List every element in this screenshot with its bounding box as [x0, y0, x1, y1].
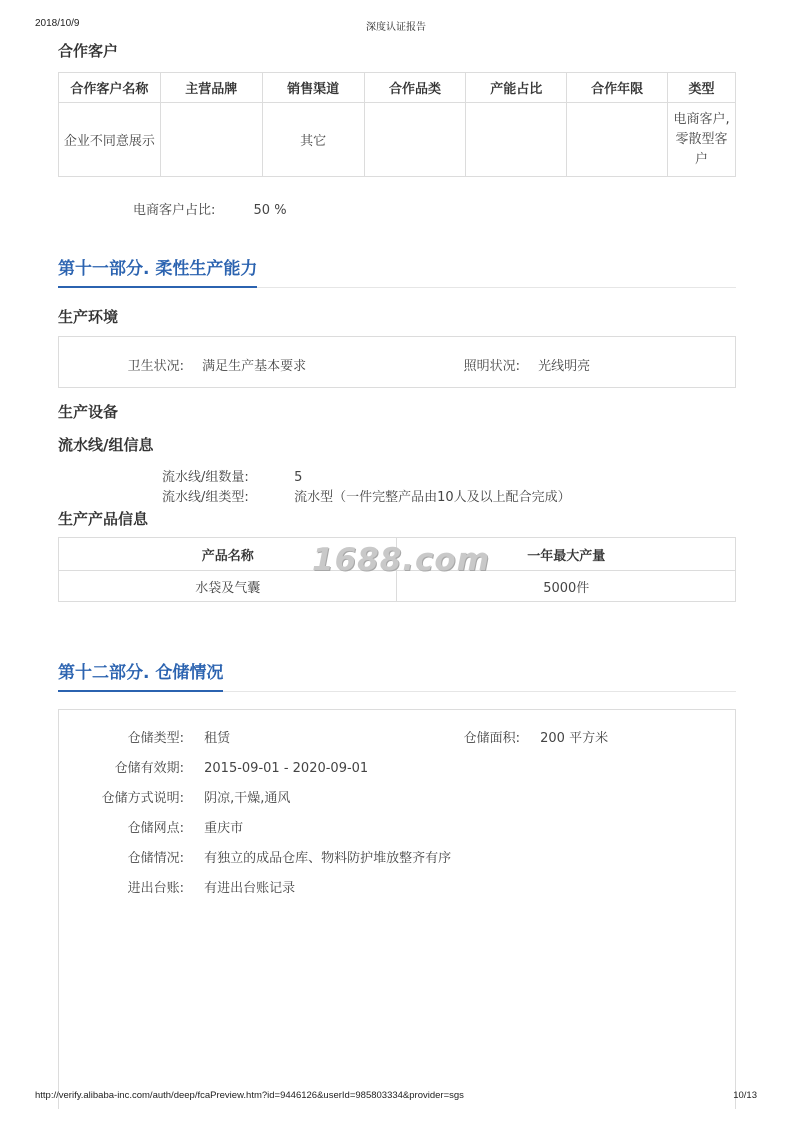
col-header-partner-name: 合作客户名称 — [59, 73, 161, 103]
environment-heading: 生产环境 — [58, 308, 119, 326]
page-url: http://verify.alibaba-inc.com/auth/deep/fcaPreview.htm?id=9446126&userId=985803334&provider=sgs — [35, 1090, 464, 1101]
storage-area-label: 仓储面积: — [463, 731, 520, 746]
storage-condition-value: 有独立的成品仓库、物料防护堆放整齐有序 — [204, 851, 452, 866]
col-header-years: 合作年限 — [567, 73, 668, 103]
storage-type-label: 仓储类型: — [127, 731, 184, 746]
years-cell — [567, 103, 668, 177]
col-header-product-name: 产品名称 — [59, 538, 397, 571]
products-heading: 生产产品信息 — [58, 510, 149, 528]
product-name-cell: 水袋及气囊 — [59, 571, 397, 602]
storage-outlet-row — [80, 817, 243, 836]
page-number: 10/13 — [733, 1090, 757, 1101]
table-row — [59, 103, 736, 177]
partners-header-row — [59, 73, 736, 103]
storage-method-row — [80, 787, 290, 806]
partners-table — [58, 72, 736, 177]
line-type-label: 流水线/组类型: — [162, 490, 249, 505]
storage-validity-row — [80, 757, 368, 776]
lighting-row — [436, 355, 590, 374]
type-cell — [668, 103, 736, 177]
storage-validity-label: 仓储有效期: — [114, 761, 184, 776]
storage-ledger-value: 有进出台账记录 — [204, 881, 296, 896]
storage-ledger-row — [80, 877, 295, 896]
capacity-cell — [466, 103, 567, 177]
storage-area-value: 200 平方米 — [540, 731, 609, 746]
equipment-heading: 生产设备 — [58, 403, 119, 421]
section-11-title — [58, 254, 736, 288]
section-12-title-text: 第十二部分. 仓储情况 — [58, 658, 223, 692]
print-header — [35, 18, 757, 32]
storage-method-value: 阴凉,干燥,通风 — [204, 791, 291, 806]
ecommerce-ratio — [133, 199, 287, 218]
col-header-brand: 主营品牌 — [160, 73, 262, 103]
storage-area-row — [436, 727, 608, 746]
storage-validity-value: 2015-09-01 - 2020-09-01 — [204, 761, 369, 776]
print-footer — [35, 1090, 757, 1104]
storage-condition-label: 仓储情况: — [127, 851, 184, 866]
col-header-capacity: 产能占比 — [466, 73, 567, 103]
col-header-channel: 销售渠道 — [262, 73, 364, 103]
ecommerce-ratio-label: 电商客户占比: — [133, 203, 216, 218]
print-title: 深度认证报告 — [366, 22, 426, 33]
line-count-label: 流水线/组数量: — [162, 470, 249, 485]
line-count-row — [162, 466, 302, 485]
watermark-logo: 1688.com — [312, 542, 491, 578]
hygiene-value: 满足生产基本要求 — [202, 359, 307, 374]
line-type-value: 流水型（一件完整产品由10人及以上配合完成） — [294, 490, 571, 505]
channel-cell: 其它 — [262, 103, 364, 177]
line-count-value: 5 — [294, 470, 303, 485]
partners-heading: 合作客户 — [58, 42, 119, 60]
brand-cell — [160, 103, 262, 177]
type-line: 零散型客 — [675, 131, 728, 147]
col-header-type: 类型 — [668, 73, 736, 103]
max-output-cell: 5000件 — [397, 571, 736, 602]
storage-type-row — [80, 727, 230, 746]
partner-name-cell: 企业不同意展示 — [59, 103, 161, 177]
hygiene-row — [100, 355, 306, 374]
category-cell — [364, 103, 466, 177]
print-date: 2018/10/9 — [35, 18, 80, 29]
storage-condition-row — [80, 847, 451, 866]
storage-method-label: 仓储方式说明: — [101, 791, 184, 806]
section-12-title — [58, 658, 736, 692]
ecommerce-ratio-value: 50 % — [253, 203, 287, 218]
storage-type-value: 租赁 — [204, 731, 231, 746]
storage-ledger-label: 进出台账: — [127, 881, 184, 896]
section-11-title-text: 第十一部分. 柔性生产能力 — [58, 254, 257, 288]
type-line: 户 — [695, 151, 709, 167]
line-type-row — [162, 486, 571, 505]
lighting-label: 照明状况: — [463, 359, 520, 374]
col-header-max-output: 一年最大产量 — [397, 538, 736, 571]
storage-outlet-label: 仓储网点: — [127, 821, 184, 836]
col-header-category: 合作品类 — [364, 73, 466, 103]
line-info-heading: 流水线/组信息 — [58, 436, 154, 454]
storage-outlet-value: 重庆市 — [204, 821, 244, 836]
lighting-value: 光线明亮 — [538, 359, 591, 374]
type-line: 电商客户, — [673, 111, 730, 127]
hygiene-label: 卫生状况: — [127, 359, 184, 374]
